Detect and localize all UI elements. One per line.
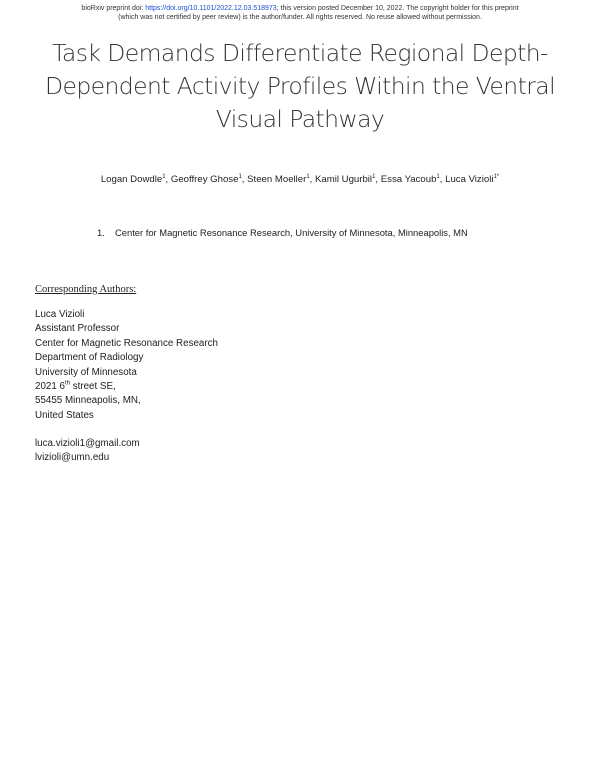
paper-title	[40, 37, 560, 136]
email-umn[interactable]: lvizioli@umn.edu	[35, 452, 110, 464]
corresponding-name: Luca Vizioli	[35, 309, 85, 320]
author-name: Kamil Ugurbil	[315, 174, 373, 185]
street-rest: street SE,	[69, 381, 116, 393]
corresponding-position: Assistant Professor	[35, 323, 120, 335]
author-list	[0, 174, 600, 185]
corresponding-center: Center for Magnetic Resonance Research	[35, 337, 218, 349]
corresponding-country: United States	[35, 409, 94, 421]
author-name: Luca Vizioli	[445, 174, 494, 185]
street-ordinal: th	[64, 380, 70, 387]
corresponding-street	[35, 380, 218, 394]
author-separator: ,	[165, 174, 171, 185]
paper-title-line-2: Dependent Activity Profiles Within the Ventral	[44, 72, 555, 100]
corresponding-city: 55455 Minneapolis, MN,	[35, 395, 141, 407]
author-affiliation-marker: 1	[436, 173, 440, 180]
author-separator: ,	[375, 174, 381, 185]
affiliation-text: Center for Magnetic Resonance Research, University of Minnesota, Minneapolis, MN	[115, 227, 468, 238]
corresponding-university: University of Minnesota	[35, 366, 137, 378]
affiliation-number: 1.	[97, 227, 105, 238]
paper-title-line-1: Task Demands Differentiate Regional Depth-	[52, 39, 548, 67]
corresponding-emails	[35, 437, 140, 466]
author-name: Geoffrey Ghose	[170, 174, 239, 185]
preprint-header-line-1	[0, 4, 600, 13]
author-separator: ,	[439, 174, 446, 185]
corresponding-address	[35, 308, 218, 423]
paper-title-line-3: Visual Pathway	[215, 105, 385, 133]
author-affiliation-marker: 1	[372, 173, 376, 180]
author-separator: ,	[309, 174, 316, 185]
affiliation	[97, 227, 468, 238]
author-affiliation-marker: 1	[238, 173, 242, 180]
doi-link[interactable]: https://doi.org/10.1101/2022.12.03.518973	[145, 5, 277, 12]
street-number: 2021 6	[35, 381, 65, 393]
preprint-header	[0, 4, 600, 22]
author-affiliation-marker: 1*	[493, 173, 500, 180]
author-affiliation-marker: 1	[162, 173, 166, 180]
corresponding-department: Department of Radiology	[35, 352, 144, 364]
preprint-header-prefix: bioRxiv preprint doi:	[81, 5, 146, 12]
preprint-header-line-2: (which was not certified by peer review) is the author/funder. All rights reserved. No reuse allowed without permission.	[118, 14, 482, 21]
author-name: Steen Moeller	[247, 174, 307, 185]
preprint-header-suffix: ; this version posted December 10, 2022. The copyright holder for this preprint	[276, 5, 519, 12]
author-separator: ,	[241, 174, 248, 185]
corresponding-heading: Corresponding Authors:	[35, 284, 137, 295]
email-gmail[interactable]: luca.vizioli1@gmail.com	[35, 438, 140, 449]
author-affiliation-marker: 1	[306, 173, 310, 180]
author-name: Logan Dowdle	[100, 174, 163, 185]
author-name: Essa Yacoub	[380, 174, 437, 185]
